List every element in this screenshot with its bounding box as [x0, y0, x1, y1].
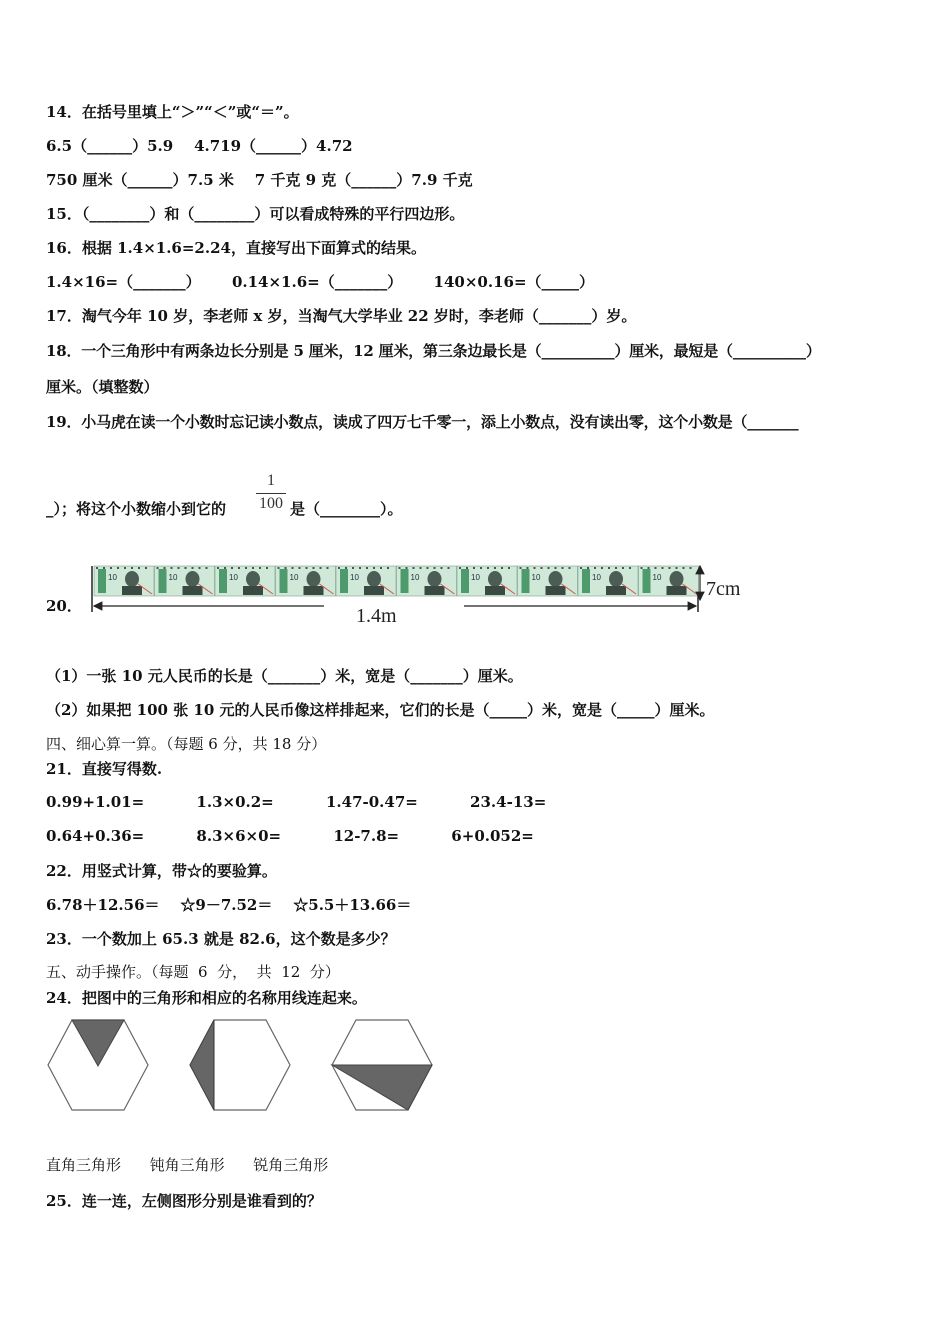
banknote [215, 566, 275, 596]
fraction-numerator: 1 [267, 472, 275, 489]
banknote-row-figure [88, 560, 758, 630]
banknote [518, 566, 578, 596]
q20-sub2: （2）如果把 100 张 10 元的人民币像这样排起来，它们的长是（_____）米，宽是（_____）厘米。 [46, 701, 715, 719]
section5-title: 五、动手操作。（每题 6 分， 共 12 分） [46, 963, 340, 981]
svg-text:10: 10 [592, 573, 601, 582]
q19-line2a: _）；将这个小数缩小到它的 [46, 500, 227, 518]
q21-row1: 0.99+1.01= 1.3×0.2= 1.47-0.47= 23.4-13= [46, 793, 547, 811]
q20-number: 20． [46, 597, 82, 615]
fraction-bar [256, 493, 286, 494]
banknote [639, 566, 699, 596]
banknote [336, 566, 396, 596]
hexagon-figure-1 [46, 1018, 150, 1112]
q16-title: 16．根据 1.4×1.6=2.24，直接写出下面算式的结果。 [46, 239, 426, 257]
q14-title: 14．在括号里填上“＞”“＜”或“＝”。 [46, 103, 299, 121]
q16-row: 1.4×16=（_______） 0.14×1.6=（_______） 140×0.16=（_____） [46, 273, 595, 291]
svg-text:10: 10 [350, 573, 359, 582]
q19-line2b: 是（________）。 [290, 500, 403, 518]
q15-text: 15．（________）和（________）可以看成特殊的平行四边形。 [46, 205, 465, 223]
q14-row2: 750 厘米（______）7.5 米 7 千克 9 克（______）7.9 千克 [46, 171, 473, 189]
hexagon-figure-3 [330, 1018, 434, 1112]
q20-sub1: （1）一张 10 元人民币的长是（_______）米，宽是（_______）厘米。 [46, 667, 523, 685]
fraction-denominator: 100 [259, 495, 283, 512]
svg-text:10: 10 [652, 573, 662, 582]
svg-text:10: 10 [410, 573, 420, 582]
svg-text:10: 10 [108, 573, 117, 582]
q19-line1: 19．小马虎在读一个小数时忘记读小数点，读成了四万七千零一，添上小数点，没有读出零，这个小数是（_______ [46, 413, 799, 431]
fraction-one-hundredth [254, 472, 288, 515]
q24-title: 24．把图中的三角形和相应的名称用线连起来。 [46, 989, 367, 1007]
q17-text: 17．淘气今年 10 岁，李老师 x 岁，当淘气大学毕业 22 岁时，李老师（_______）岁。 [46, 307, 637, 325]
triangle-shaded-2 [190, 1020, 214, 1110]
q22-row: 6.78＋12.56＝ ☆9－7.52＝ ☆5.5＋13.66＝ [46, 896, 412, 914]
q24-labels: 直角三角形 钝角三角形 锐角三角形 [46, 1156, 329, 1174]
svg-text:10: 10 [471, 573, 480, 582]
banknote [276, 566, 336, 596]
svg-text:10: 10 [531, 573, 541, 582]
banknote [94, 566, 154, 596]
q23-text: 23．一个数加上 65.3 就是 82.6，这个数是多少？ [46, 930, 396, 948]
q14-row1: 6.5（______）5.9 4.719（______）4.72 [46, 137, 353, 155]
svg-text:10: 10 [289, 573, 299, 582]
q21-row2: 0.64+0.36= 8.3×6×0= 12-7.8= 6+0.052= [46, 827, 534, 845]
banknote [397, 566, 457, 596]
q25-text: 25．连一连，左侧图形分别是谁看到的？ [46, 1192, 322, 1210]
q22-title: 22．用竖式计算，带☆的要验算。 [46, 862, 277, 880]
banknote [578, 566, 638, 596]
width-label: 7cm [706, 578, 741, 600]
banknote [457, 566, 517, 596]
q21-title: 21．直接写得数. [46, 760, 163, 778]
banknote [155, 566, 215, 596]
section4-title: 四、细心算一算。（每题 6 分，共 18 分） [46, 735, 327, 753]
q18-line1: 18．一个三角形中有两条边长分别是 5 厘米，12 厘米，第三条边最长是（__________）厘米，最短是（__________） [46, 342, 821, 360]
svg-text:10: 10 [229, 573, 238, 582]
q18-line2: 厘米。（填整数） [46, 378, 159, 396]
svg-text:10: 10 [168, 573, 178, 582]
hexagon-figure-2 [188, 1018, 292, 1112]
length-label: 1.4m [356, 605, 397, 627]
